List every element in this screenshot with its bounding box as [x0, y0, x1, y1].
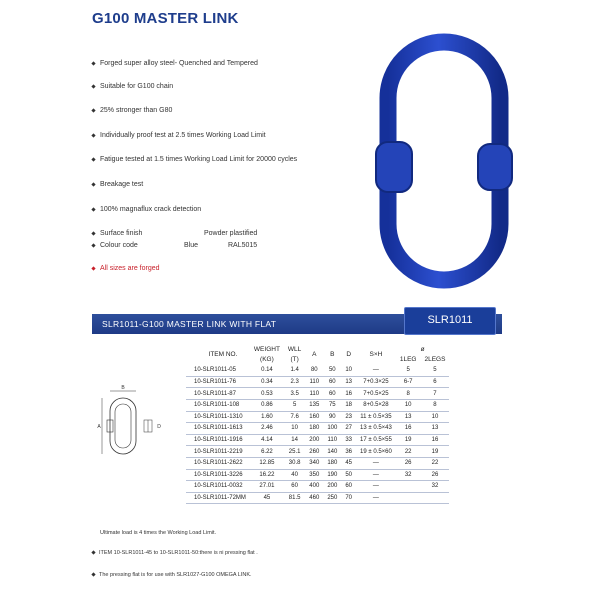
cell-1leg: [396, 481, 421, 493]
cell-wll: 2.3: [284, 376, 305, 388]
cell-weight: 27.01: [250, 481, 284, 493]
cell-1leg: 8: [396, 388, 421, 400]
cell-b: 110: [323, 434, 341, 446]
cell-a: 160: [305, 411, 323, 423]
cell-b: 250: [323, 492, 341, 504]
cell-sxh: 11 ± 0.5×35: [356, 411, 396, 423]
table-row: [186, 481, 449, 493]
cell-weight: 2.46: [250, 423, 284, 435]
cell-wll: 1.4: [284, 365, 305, 376]
cell-2legs: 32: [420, 481, 449, 493]
cell-2legs: 8: [420, 399, 449, 411]
cell-sxh: —: [356, 492, 396, 504]
feature-text: Individually proof test at 2.5 times Working Load Limit: [100, 132, 266, 139]
cell-2legs: 19: [420, 446, 449, 458]
cell-1leg: [396, 492, 421, 504]
bullet-icon: [91, 243, 95, 247]
cell-d: 10: [341, 365, 356, 376]
cell-a: 340: [305, 457, 323, 469]
cell-sxh: 19 ± 0.5×60: [356, 446, 396, 458]
cell-a: 110: [305, 376, 323, 388]
cell-1leg: 5: [396, 365, 421, 376]
col-header-item: ITEM NO.: [208, 351, 238, 359]
cell-wll: 10: [284, 423, 305, 435]
cell-1leg: 19: [396, 434, 421, 446]
bullet-icon: [91, 182, 95, 186]
feature-item: [92, 107, 172, 114]
col-header-1leg: 1LEG: [399, 356, 417, 364]
cell-sxh: 17 ± 0.5×55: [356, 434, 396, 446]
cell-b: 200: [323, 481, 341, 493]
cell-wll: 60: [284, 481, 305, 493]
cell-1leg: 16: [396, 423, 421, 435]
col-header-a: A: [312, 351, 317, 359]
bullet-icon: [91, 133, 95, 137]
model-badge: [404, 307, 496, 335]
colour-code-ral: RAL5015: [228, 242, 258, 249]
cell-b: 190: [323, 469, 341, 481]
cell-weight: 12.85: [250, 457, 284, 469]
table-row: [186, 423, 449, 435]
cell-d: 45: [341, 457, 356, 469]
surface-finish-label: Surface finish: [100, 230, 143, 237]
feature-text: Suitable for G100 chain: [100, 83, 174, 90]
flat-note-text: The pressing flat is for use with SLR1027-G100 OMEGA LINK.: [99, 572, 252, 578]
sizes-note-text: All sizes are forged: [100, 265, 160, 272]
cell-item: 10-SLR1011-1310: [186, 411, 250, 423]
flat-note: [92, 572, 252, 578]
feature-item: [92, 132, 266, 139]
diagram-label-a: A: [97, 424, 101, 430]
surface-finish-value: Powder plastified: [204, 230, 258, 237]
surface-finish-row: [92, 230, 142, 237]
cell-2legs: 5: [420, 365, 449, 376]
table-row: [186, 376, 449, 388]
table-row: [186, 388, 449, 400]
colour-code-row: [92, 242, 138, 249]
cell-item: 10-SLR1011-1613: [186, 423, 250, 435]
bullet-icon: [91, 550, 95, 554]
cell-d: 50: [341, 469, 356, 481]
bullet-icon: [91, 207, 95, 211]
cell-item: 10-SLR1011-05: [186, 365, 250, 376]
feature-item: [92, 181, 143, 188]
col-header-phi: ø: [420, 345, 425, 353]
cell-wll: 5: [284, 399, 305, 411]
cell-d: 27: [341, 423, 356, 435]
cell-a: 200: [305, 434, 323, 446]
table-banner-title: SLR1011-G100 MASTER LINK WITH FLAT: [102, 319, 277, 329]
cell-weight: 1.60: [250, 411, 284, 423]
table-row: [186, 365, 449, 376]
bullet-icon: [91, 61, 95, 65]
cell-b: 60: [323, 376, 341, 388]
cell-2legs: 7: [420, 388, 449, 400]
table-row: [186, 411, 449, 423]
bullet-icon: [91, 266, 95, 270]
cell-d: 33: [341, 434, 356, 446]
bullet-icon: [91, 84, 95, 88]
cell-b: 75: [323, 399, 341, 411]
cell-weight: 0.86: [250, 399, 284, 411]
col-header-d: D: [346, 351, 352, 359]
cell-item: 10-SLR1011-87: [186, 388, 250, 400]
cell-item: 10-SLR1011-1916: [186, 434, 250, 446]
cell-b: 50: [323, 365, 341, 376]
cell-sxh: —: [356, 365, 396, 376]
feature-text: Forged super alloy steel- Quenched and Tempered: [100, 60, 258, 67]
col-header-2legs: 2LEGS: [424, 356, 446, 364]
cell-b: 140: [323, 446, 341, 458]
cell-b: 100: [323, 423, 341, 435]
item-note: [92, 550, 258, 556]
cell-2legs: 26: [420, 469, 449, 481]
cell-a: 180: [305, 423, 323, 435]
feature-text: 25% stronger than G80: [100, 107, 173, 114]
bullet-icon: [91, 572, 95, 576]
cell-1leg: 10: [396, 399, 421, 411]
cell-1leg: 6-7: [396, 376, 421, 388]
sizes-note: [92, 265, 160, 272]
col-header-b: B: [330, 351, 335, 359]
col-header-weight: WEIGHT: [253, 345, 280, 353]
page-title: G100 MASTER LINK: [92, 10, 239, 27]
cell-sxh: 7+0.5×25: [356, 388, 396, 400]
cell-a: 260: [305, 446, 323, 458]
cell-1leg: 32: [396, 469, 421, 481]
cell-d: 23: [341, 411, 356, 423]
cell-weight: 0.34: [250, 376, 284, 388]
cell-item: 10-SLR1011-2219: [186, 446, 250, 458]
cell-sxh: 8+0.5×28: [356, 399, 396, 411]
table-row: [186, 469, 449, 481]
feature-item: [92, 83, 173, 90]
ultimate-load-note: Ultimate load is 4 times the Working Load Limit.: [100, 530, 217, 536]
col-header-wll-unit: (T): [290, 356, 299, 364]
cell-item: 10-SLR1011-2622: [186, 457, 250, 469]
cell-d: 16: [341, 388, 356, 400]
cell-item: 10-SLR1011-0032: [186, 481, 250, 493]
col-header-wll: WLL: [287, 345, 302, 353]
cell-b: 180: [323, 457, 341, 469]
cell-1leg: 22: [396, 446, 421, 458]
table-row: [186, 457, 449, 469]
master-link-image: [362, 30, 522, 290]
cell-sxh: —: [356, 469, 396, 481]
item-note-text: ITEM 10-SLR1011-45 to 10-SLR1011-50:there is ni pressing flat .: [99, 550, 258, 556]
bullet-icon: [91, 108, 95, 112]
table-row: [186, 434, 449, 446]
cell-item: 10-SLR1011-108: [186, 399, 250, 411]
cell-weight: 0.53: [250, 388, 284, 400]
cell-a: 460: [305, 492, 323, 504]
cell-item: 10-SLR1011-3226: [186, 469, 250, 481]
cell-1leg: 13: [396, 411, 421, 423]
model-badge-text: SLR1011: [427, 314, 473, 326]
col-header-weight-unit: (KG): [260, 356, 274, 364]
cell-2legs: 6: [420, 376, 449, 388]
diagram-label-b: B: [121, 385, 125, 391]
dimension-diagram: [96, 382, 176, 472]
cell-d: 60: [341, 481, 356, 493]
feature-item: [92, 206, 201, 213]
cell-2legs: 22: [420, 457, 449, 469]
feature-text: Fatigue tested at 1.5 times Working Load Limit for 20000 cycles: [100, 156, 298, 163]
cell-sxh: —: [356, 457, 396, 469]
feature-item: [92, 60, 258, 67]
cell-2legs: 16: [420, 434, 449, 446]
table-row: [186, 446, 449, 458]
feature-text: Breakage test: [100, 181, 144, 188]
cell-1leg: 26: [396, 457, 421, 469]
cell-2legs: 13: [420, 423, 449, 435]
cell-a: 135: [305, 399, 323, 411]
cell-sxh: 7+0.3×25: [356, 376, 396, 388]
colour-code-label: Colour code: [100, 242, 138, 249]
cell-weight: 0.14: [250, 365, 284, 376]
cell-wll: 14: [284, 434, 305, 446]
cell-wll: 25.1: [284, 446, 305, 458]
table-row: [186, 399, 449, 411]
bullet-icon: [91, 157, 95, 161]
cell-d: 13: [341, 376, 356, 388]
colour-code-name: Blue: [184, 242, 199, 249]
cell-a: 400: [305, 481, 323, 493]
cell-a: 80: [305, 365, 323, 376]
cell-weight: 4.14: [250, 434, 284, 446]
cell-weight: 6.22: [250, 446, 284, 458]
feature-item: [92, 156, 297, 163]
cell-d: 18: [341, 399, 356, 411]
cell-a: 350: [305, 469, 323, 481]
cell-2legs: 10: [420, 411, 449, 423]
cell-item: 10-SLR1011-72MM: [186, 492, 250, 504]
diagram-label-d: D: [157, 424, 161, 430]
cell-d: 36: [341, 446, 356, 458]
cell-wll: 81.5: [284, 492, 305, 504]
cell-wll: 7.6: [284, 411, 305, 423]
cell-2legs: [420, 492, 449, 504]
cell-wll: 40: [284, 469, 305, 481]
cell-wll: 30.8: [284, 457, 305, 469]
cell-d: 70: [341, 492, 356, 504]
cell-weight: 16.22: [250, 469, 284, 481]
feature-text: 100% magnaflux crack detection: [100, 206, 202, 213]
cell-wll: 3.5: [284, 388, 305, 400]
table-row: [186, 492, 449, 504]
col-header-sxh: S×H: [369, 351, 383, 359]
cell-weight: 45: [250, 492, 284, 504]
bullet-icon: [91, 231, 95, 235]
cell-item: 10-SLR1011-76: [186, 376, 250, 388]
cell-b: 60: [323, 388, 341, 400]
cell-sxh: 13 ± 0.5×43: [356, 423, 396, 435]
cell-b: 90: [323, 411, 341, 423]
cell-sxh: —: [356, 481, 396, 493]
cell-a: 110: [305, 388, 323, 400]
spec-table: [186, 344, 449, 504]
